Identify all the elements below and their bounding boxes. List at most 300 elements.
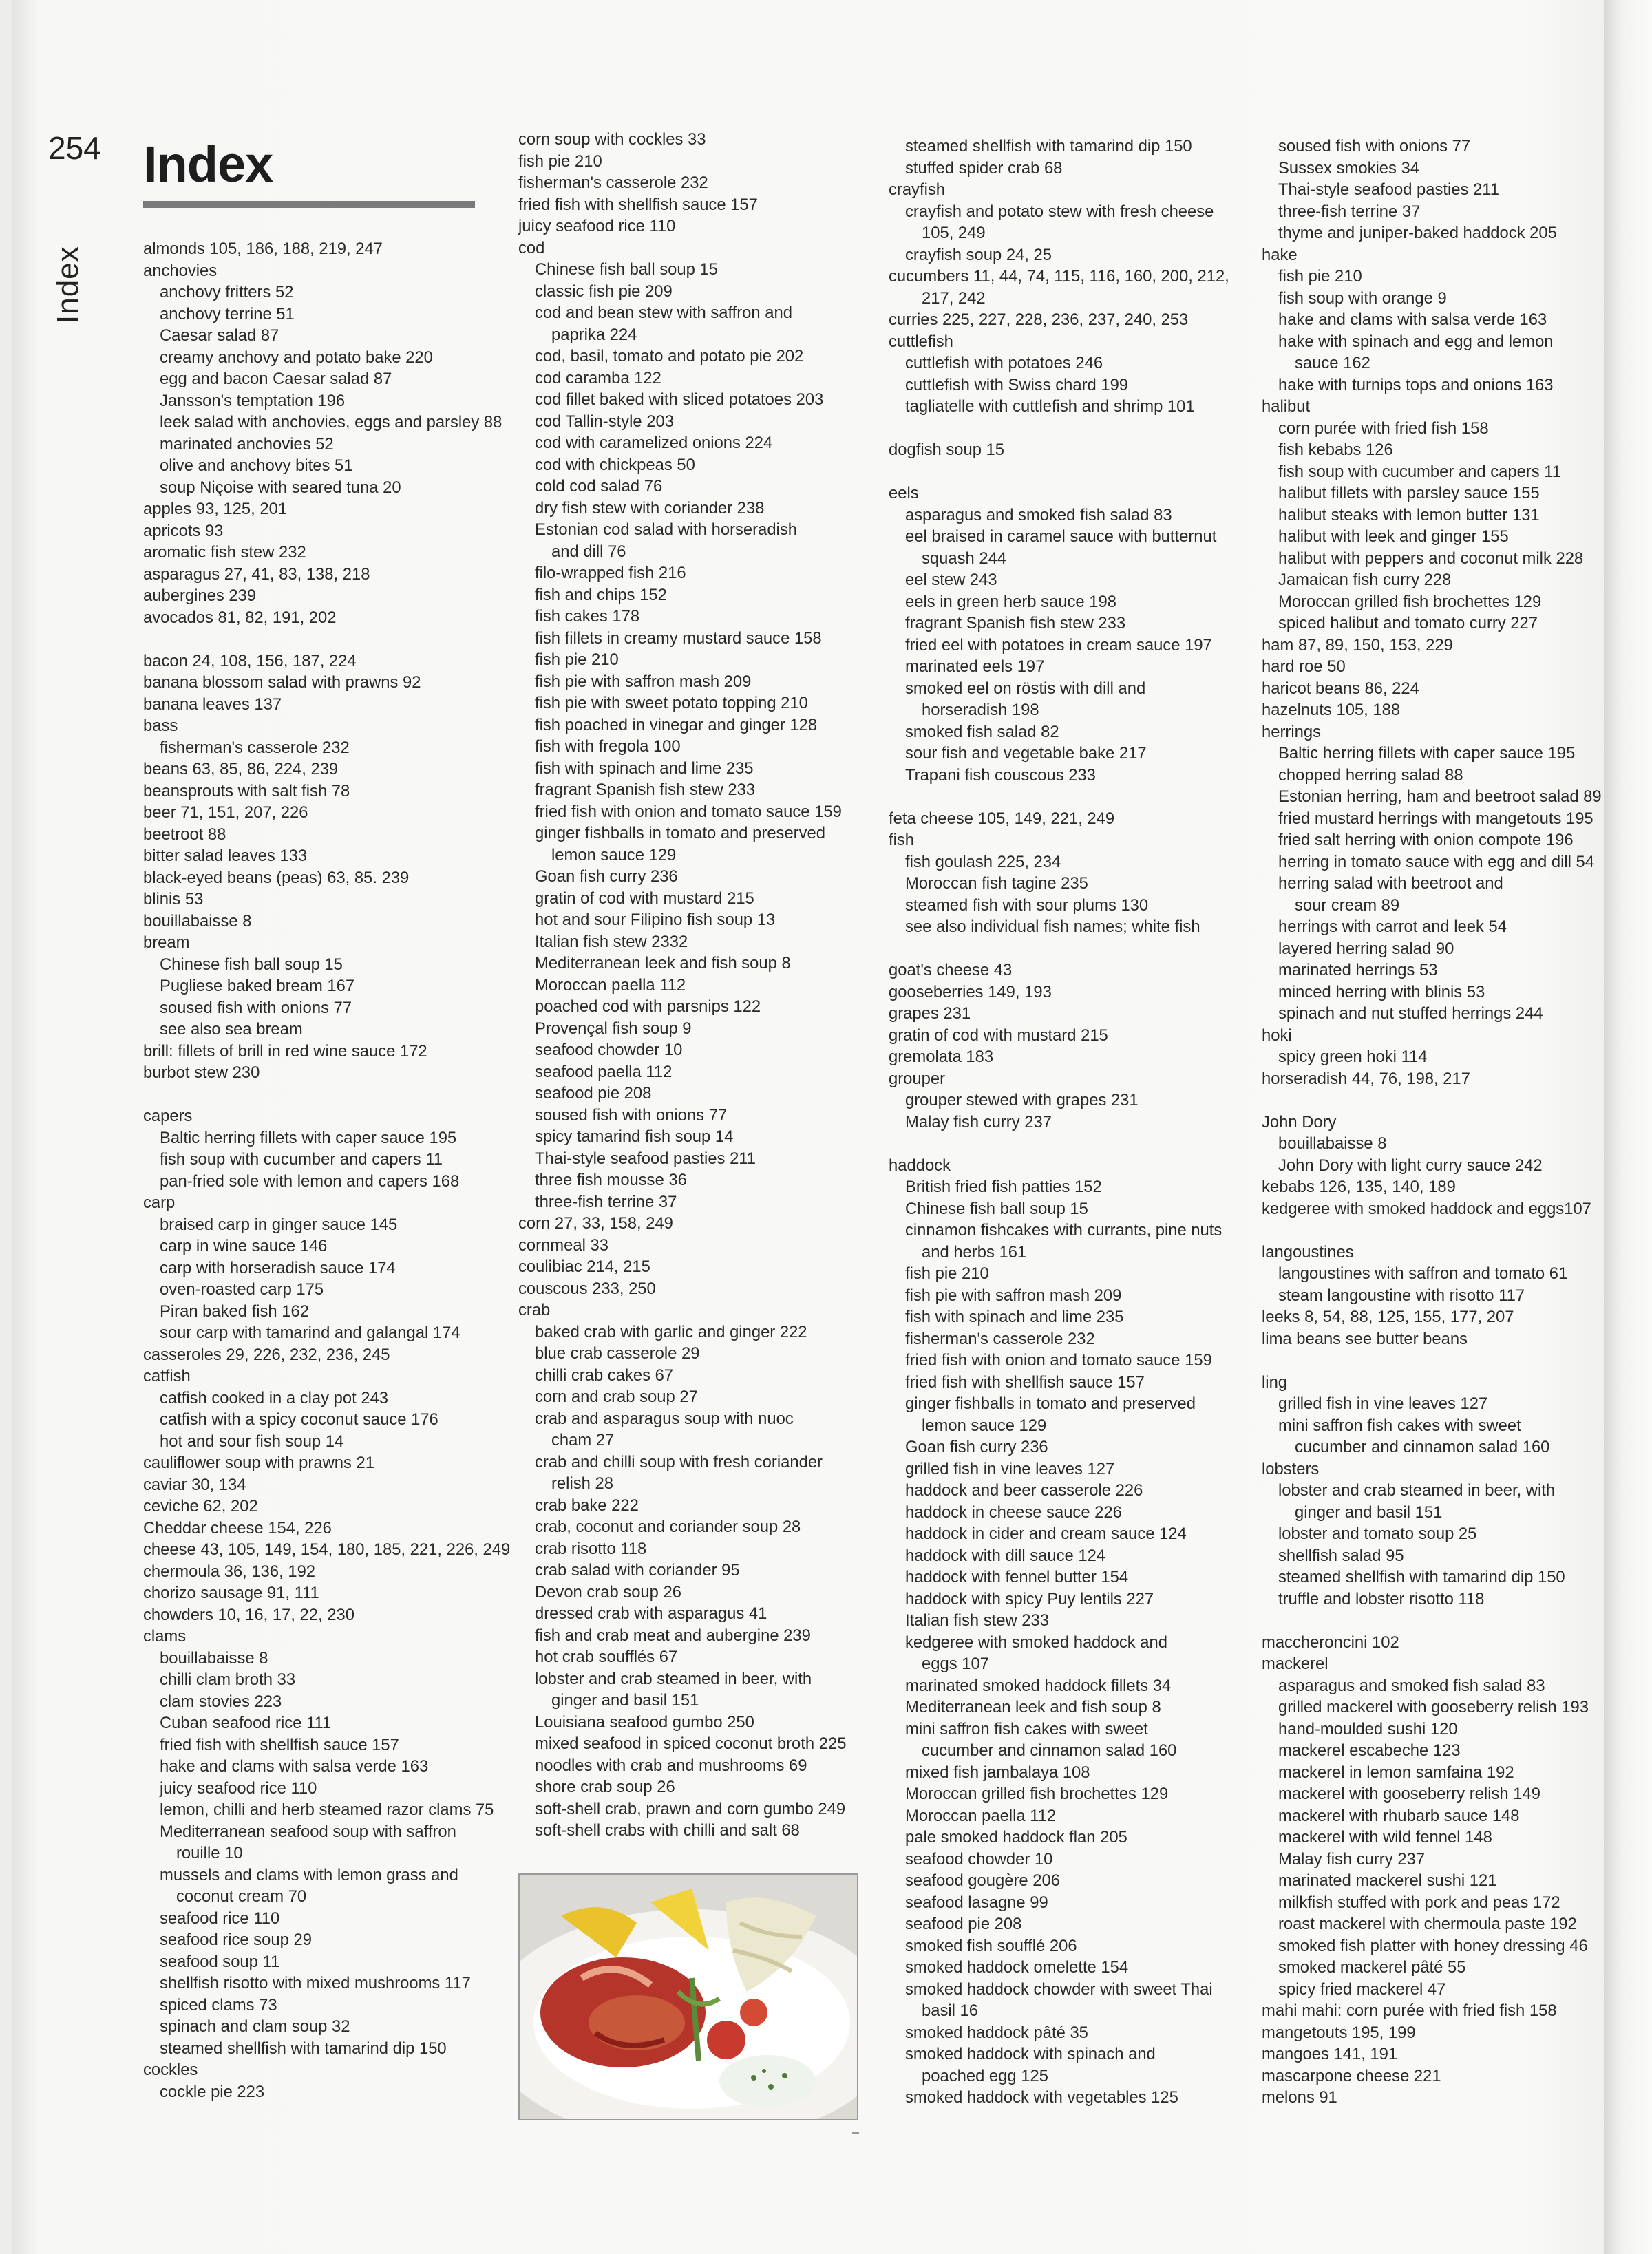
index-subentry: Trapani fish couscous 233 (905, 765, 1096, 785)
index-subentry: fish cakes 178 (535, 607, 640, 626)
index-subentry: sour cream 89 (1295, 895, 1400, 915)
index-subentry: soft-shell crabs with chilli and salt 68 (535, 1821, 800, 1840)
index-entry: cornmeal 33 (518, 1235, 608, 1255)
index-subentry: haddock in cheese sauce 226 (905, 1502, 1122, 1522)
index-subentry: crayfish soup 24, 25 (905, 245, 1052, 264)
index-subentry: and dill 76 (551, 542, 626, 561)
index-subentry: Chinese fish ball soup 15 (905, 1199, 1088, 1218)
index-entry: capers (143, 1107, 193, 1125)
index-subentry: asparagus and smoked fish salad 83 (905, 505, 1172, 524)
index-entry: bass (143, 716, 178, 735)
index-subentry: sour fish and vegetable bake 217 (905, 744, 1147, 763)
index-subentry: catfish with a spicy coconut sauce 176 (160, 1410, 438, 1429)
index-subentry: mixed seafood in spiced coconut broth 225 (535, 1734, 847, 1753)
index-entry: ceviche 62, 202 (143, 1497, 258, 1516)
index-subentry: pale smoked haddock flan 205 (905, 1828, 1127, 1847)
index-entry: crayfish (889, 180, 945, 199)
index-subentry: chilli crab cakes 67 (535, 1365, 674, 1385)
index-subentry: cuttlefish with potatoes 246 (905, 354, 1103, 372)
index-entry: mahi mahi: corn purée with fried fish 158 (1262, 2001, 1557, 2020)
index-subentry: horseradish 198 (922, 701, 1039, 719)
index-subentry: mussels and clams with lemon grass and (160, 1865, 458, 1884)
running-head-label: Index (51, 246, 85, 323)
index-subentry: soused fish with onions 77 (160, 998, 352, 1017)
index-subentry: soused fish with onions 77 (1278, 137, 1471, 156)
index-entry: bitter salad leaves 133 (143, 847, 308, 865)
index-entry: dogfish soup 15 (889, 440, 1005, 459)
index-subentry: fried fish with onion and tomato sauce 159 (905, 1351, 1212, 1370)
index-entry: Cheddar cheese 154, 226 (143, 1518, 332, 1538)
index-subentry: crab and asparagus soup with nuoc (535, 1409, 794, 1428)
index-subentry: cod with chickpeas 50 (535, 455, 695, 474)
index-subentry: and herbs 161 (922, 1242, 1027, 1262)
index-entry: brill: fillets of brill in red wine sauce 172 (143, 1041, 427, 1061)
index-entry: mangoes 141, 191 (1262, 2045, 1398, 2063)
index-subentry: seafood soup 11 (160, 1952, 280, 1971)
index-subentry: 105, 249 (922, 224, 986, 242)
index-entry-continued: fisherman's casserole 232 (518, 173, 708, 192)
index-subentry: herring in tomato sauce with egg and dill 54 (1278, 852, 1595, 871)
index-subentry: smoked mackerel pâté 55 (1278, 1958, 1466, 1977)
index-entry: bacon 24, 108, 156, 187, 224 (143, 651, 357, 670)
index-subentry: haddock with spicy Puy lentils 227 (905, 1589, 1154, 1608)
index-subentry: asparagus and smoked fish salad 83 (1278, 1676, 1545, 1695)
index-subentry: haddock and beer casserole 226 (905, 1481, 1143, 1500)
index-subentry: Malay fish curry 237 (905, 1112, 1052, 1131)
index-entry: blinis 53 (143, 890, 204, 908)
index-subentry: hake and clams with salsa verde 163 (1278, 310, 1547, 329)
index-entry: John Dory (1262, 1112, 1337, 1131)
index-subentry: milkfish stuffed with pork and peas 172 (1278, 1893, 1560, 1912)
index-subentry: pan-fried sole with lemon and capers 168 (160, 1171, 460, 1191)
index-subentry: seafood rice 110 (160, 1909, 280, 1928)
index-entry: lobsters (1262, 1459, 1320, 1478)
index-subentry: Moroccan paella 112 (535, 975, 686, 995)
index-subentry: rouille 10 (176, 1844, 243, 1862)
index-subentry: coconut cream 70 (176, 1887, 307, 1906)
index-subentry: smoked haddock pâté 35 (905, 2023, 1088, 2042)
index-subentry: sauce 162 (1295, 354, 1370, 372)
index-subentry: fragrant Spanish fish stew 233 (535, 780, 756, 799)
index-entry: cod (518, 238, 545, 257)
index-entry: cucumbers 11, 44, 74, 115, 116, 160, 200, 212, (889, 267, 1229, 286)
index-subentry: cod caramba 122 (535, 368, 661, 387)
index-subentry: chopped herring salad 88 (1278, 765, 1463, 785)
index-subentry: grilled fish in vine leaves 127 (1278, 1394, 1488, 1413)
index-entry: beer 71, 151, 207, 226 (143, 803, 308, 822)
index-subentry: cuttlefish with Swiss chard 199 (905, 375, 1129, 394)
index-subentry: smoked eel on röstis with dill and (905, 679, 1146, 698)
index-entry: banana leaves 137 (143, 694, 282, 714)
index-subentry: spiced halibut and tomato curry 227 (1278, 614, 1538, 632)
index-entry: casseroles 29, 226, 232, 236, 245 (143, 1345, 390, 1364)
index-entry: beansprouts with salt fish 78 (143, 781, 350, 800)
index-subentry: marinated herrings 53 (1278, 961, 1438, 979)
index-subentry: steamed fish with sour plums 130 (905, 895, 1149, 915)
index-subentry: Thai-style seafood pasties 211 (1278, 180, 1500, 199)
index-subentry: olive and anchovy bites 51 (160, 456, 353, 475)
index-subentry: Jamaican fish curry 228 (1278, 571, 1452, 589)
index-subentry: spicy green hoki 114 (1278, 1048, 1428, 1066)
index-entry: horseradish 44, 76, 198, 217 (1262, 1069, 1470, 1088)
page-title: Index (143, 136, 273, 193)
index-subentry: poached egg 125 (922, 2066, 1048, 2085)
index-subentry: fish goulash 225, 234 (905, 852, 1061, 871)
index-subentry: smoked fish platter with honey dressing 46 (1278, 1936, 1588, 1955)
index-subentry: three-fish terrine 37 (1278, 202, 1421, 221)
index-subentry: grilled fish in vine leaves 127 (905, 1459, 1115, 1478)
plated-fish-dish-image (520, 1875, 857, 2119)
index-entry: avocados 81, 82, 191, 202 (143, 608, 337, 627)
index-entry: haddock (889, 1156, 951, 1175)
index-subentry: Estonian herring, ham and beetroot salad 89 (1278, 787, 1602, 806)
index-entry: hard roe 50 (1262, 657, 1346, 676)
index-subentry: mackerel with rhubarb sauce 148 (1278, 1806, 1520, 1825)
index-subentry: halibut with peppers and coconut milk 228 (1278, 549, 1584, 568)
index-subentry: cham 27 (551, 1431, 615, 1449)
index-column-3 (889, 136, 1233, 2109)
index-entry: asparagus 27, 41, 83, 138, 218 (143, 564, 370, 584)
index-subentry: eel braised in caramel sauce with butternut (905, 527, 1217, 546)
food-photo (518, 1873, 858, 2120)
index-entry: gremolata 183 (889, 1048, 994, 1066)
index-subentry: chilli clam broth 33 (160, 1670, 296, 1689)
index-subentry: Moroccan grilled fish brochettes 129 (1278, 592, 1542, 611)
index-subentry: seafood pie 208 (905, 1915, 1022, 1933)
index-subentry: fragrant Spanish fish stew 233 (905, 614, 1126, 632)
index-subentry: Moroccan paella 112 (905, 1806, 1057, 1825)
index-subentry: relish 28 (551, 1474, 613, 1493)
index-subentry: steam langoustine with risotto 117 (1278, 1286, 1525, 1305)
index-subentry: cinnamon fishcakes with currants, pine nuts (905, 1221, 1222, 1240)
index-entry: cuttlefish (889, 332, 953, 351)
index-subentry: ginger fishballs in tomato and preserved (905, 1394, 1196, 1413)
index-subentry: fried fish with onion and tomato sauce 159 (535, 802, 842, 821)
index-subentry: lemon sauce 129 (922, 1416, 1047, 1435)
index-subentry: seafood pie 208 (535, 1084, 652, 1103)
index-subentry: Sussex smokies 34 (1278, 158, 1420, 178)
index-subentry: tagliatelle with cuttlefish and shrimp 101 (905, 397, 1195, 416)
index-subentry: bouillabaisse 8 (160, 1648, 268, 1668)
index-subentry: egg and bacon Caesar salad 87 (160, 370, 392, 388)
index-subentry: cod fillet baked with sliced potatoes 203 (535, 390, 824, 409)
index-subentry: cockle pie 223 (160, 2082, 265, 2101)
index-subentry: ginger fishballs in tomato and preserved (535, 824, 825, 842)
index-subentry: Moroccan grilled fish brochettes 129 (905, 1785, 1169, 1803)
index-entry: kedgeree with smoked haddock and eggs107 (1262, 1199, 1591, 1218)
index-entry: cheese 43, 105, 149, 154, 180, 185, 221, 226, 249 (143, 1540, 511, 1559)
index-subentry: soused fish with onions 77 (535, 1105, 728, 1125)
index-subentry: carp in wine sauce 146 (160, 1237, 328, 1255)
index-subentry: smoked haddock with vegetables 125 (905, 2088, 1178, 2107)
index-subentry: haddock with fennel butter 154 (905, 1568, 1129, 1586)
index-subentry: fried eel with potatoes in cream sauce 197 (905, 635, 1212, 655)
index-subentry: classic fish pie 209 (535, 281, 673, 301)
index-entry: bream (143, 933, 190, 952)
index-entry: langoustines (1262, 1242, 1354, 1262)
index-entry: catfish (143, 1367, 191, 1385)
index-spacer (1262, 1610, 1606, 1632)
index-subentry: eel stew 243 (905, 571, 997, 589)
index-entry: gratin of cod with mustard 215 (889, 1025, 1108, 1045)
index-subentry: fish soup with cucumber and capers 11 (1278, 462, 1561, 481)
index-subentry: lemon, chilli and herb steamed razor clams 75 (160, 1800, 494, 1819)
index-subentry: Chinese fish ball soup 15 (535, 260, 718, 279)
index-subentry: marinated mackerel sushi 121 (1278, 1871, 1497, 1890)
index-subentry: cucumber and cinnamon salad 160 (922, 1741, 1177, 1760)
index-subentry: layered herring salad 90 (1278, 939, 1454, 958)
index-subentry: Italian fish stew 2332 (535, 932, 688, 951)
index-subentry: fish pie with saffron mash 209 (905, 1286, 1122, 1305)
index-column-4 (1262, 136, 1606, 2109)
index-subentry: three fish mousse 36 (535, 1171, 687, 1189)
index-subentry: anchovy fritters 52 (160, 283, 294, 301)
index-subentry: Malay fish curry 237 (1278, 1849, 1425, 1869)
index-subentry: see also individual fish names; white fish (905, 917, 1200, 936)
index-spacer (889, 1133, 1233, 1155)
index-subentry: shellfish risotto with mixed mushrooms 117 (160, 1974, 471, 1992)
index-subentry: Baltic herring fillets with caper sauce 195 (160, 1128, 457, 1147)
index-subentry: anchovy terrine 51 (160, 304, 295, 323)
index-entry: aromatic fish stew 232 (143, 543, 306, 562)
index-subentry: fish pie 210 (905, 1264, 989, 1283)
index-subentry: crab, coconut and coriander soup 28 (535, 1518, 801, 1536)
index-column-2 (518, 129, 862, 1842)
index-subentry: soft-shell crab, prawn and corn gumbo 249 (535, 1799, 846, 1818)
index-subentry: seafood gougère 206 (905, 1871, 1060, 1890)
index-entry: apples 93, 125, 201 (143, 500, 288, 518)
index-subentry: spicy fried mackerel 47 (1278, 1979, 1446, 1999)
index-subentry: braised carp in ginger sauce 145 (160, 1215, 398, 1234)
index-subentry: squash 244 (922, 549, 1007, 568)
index-subentry: mixed fish jambalaya 108 (905, 1763, 1090, 1782)
index-entry: banana blossom salad with prawns 92 (143, 673, 421, 692)
index-subentry: kedgeree with smoked haddock and (905, 1633, 1167, 1652)
index-subentry: mini saffron fish cakes with sweet (1278, 1416, 1521, 1435)
index-subentry: hake with turnips tops and onions 163 (1278, 375, 1554, 394)
index-subentry: Caesar salad 87 (160, 326, 279, 345)
index-entry: couscous 233, 250 (518, 1279, 656, 1298)
index-entry: goat's cheese 43 (889, 961, 1013, 979)
index-spacer (1262, 1220, 1606, 1242)
index-entry: halibut (1262, 397, 1311, 416)
title-rule (143, 201, 475, 208)
index-subentry: fish and crab meat and aubergine 239 (535, 1626, 811, 1645)
index-entry: chermoula 36, 136, 192 (143, 1562, 316, 1581)
index-subentry: poached cod with parsnips 122 (535, 997, 761, 1016)
index-subentry: fried fish with shellfish sauce 157 (160, 1735, 399, 1754)
index-subentry: mackerel escabeche 123 (1278, 1741, 1461, 1760)
index-entry: eels (889, 484, 919, 502)
index-subentry: grouper stewed with grapes 231 (905, 1091, 1139, 1109)
index-subentry: hot and sour Filipino fish soup 13 (535, 911, 776, 929)
index-entry: cauliflower soup with prawns 21 (143, 1454, 374, 1472)
index-spacer (143, 628, 487, 650)
index-subentry: see also sea bream (160, 1020, 303, 1039)
index-subentry: fish soup with orange 9 (1278, 288, 1447, 308)
index-subentry: Mediterranean leek and fish soup 8 (535, 954, 791, 972)
index-subentry: 217, 242 (922, 288, 986, 308)
index-subentry: oven-roasted carp 175 (160, 1280, 324, 1299)
index-subentry: thyme and juniper-baked haddock 205 (1278, 224, 1557, 242)
index-entry: carp (143, 1193, 176, 1212)
index-subentry: dry fish stew with coriander 238 (535, 498, 765, 518)
index-entry: clams (143, 1627, 187, 1646)
index-spacer (889, 418, 1233, 440)
index-subentry: fish soup with cucumber and capers 11 (160, 1150, 443, 1169)
index-entry: anchovies (143, 261, 218, 280)
index-subentry: fish fillets in creamy mustard sauce 158 (535, 628, 822, 648)
index-subentry: Provençal fish soup 9 (535, 1019, 692, 1038)
index-subentry: Piran baked fish 162 (160, 1301, 309, 1321)
index-subentry: John Dory with light curry sauce 242 (1278, 1156, 1543, 1175)
index-subentry: paprika 224 (551, 325, 637, 344)
book-page (12, 0, 1623, 2254)
index-spacer (1262, 1350, 1606, 1372)
index-spacer (889, 786, 1233, 808)
index-subentry: fried salt herring with onion compote 196 (1278, 831, 1574, 849)
index-subentry: fish with spinach and lime 235 (905, 1308, 1124, 1326)
index-subentry: halibut fillets with parsley sauce 155 (1278, 484, 1540, 502)
index-subentry: steamed shellfish with tamarind dip 150 (160, 2039, 447, 2058)
index-entry: chowders 10, 16, 17, 22, 230 (143, 1605, 354, 1624)
index-subentry: cod Tallin-style 203 (535, 412, 674, 431)
running-head (45, 206, 87, 337)
index-subentry: soup Niçoise with seared tuna 20 (160, 478, 401, 497)
index-entry: fish (889, 831, 915, 849)
index-entry: ham 87, 89, 150, 153, 229 (1262, 635, 1453, 655)
index-subentry: fisherman's casserole 232 (905, 1329, 1095, 1348)
index-entry: melons 91 (1262, 2088, 1337, 2107)
index-entry: beans 63, 85, 86, 224, 239 (143, 760, 339, 778)
index-subentry: ginger and basil 151 (551, 1691, 699, 1710)
index-entry: beetroot 88 (143, 825, 226, 844)
index-entry: leeks 8, 54, 88, 125, 155, 177, 207 (1262, 1308, 1514, 1326)
index-subentry: herring salad with beetroot and (1278, 874, 1503, 893)
index-subentry: seafood rice soup 29 (160, 1931, 312, 1949)
crop-mark (852, 2132, 859, 2134)
index-entry: lima beans see butter beans (1262, 1329, 1468, 1348)
index-subentry: langoustines with saffron and tomato 61 (1278, 1264, 1568, 1283)
index-entry-continued: juicy seafood rice 110 (518, 217, 676, 235)
index-subentry: Estonian cod salad with horseradish (535, 520, 797, 539)
index-subentry: seafood lasagne 99 (905, 1893, 1048, 1912)
index-column-1 (143, 238, 511, 2103)
index-subentry: fish pie with saffron mash 209 (535, 672, 752, 691)
index-subentry: gratin of cod with mustard 215 (535, 889, 754, 908)
index-entry: mangetouts 195, 199 (1262, 2023, 1416, 2042)
index-subentry: blue crab casserole 29 (535, 1344, 700, 1363)
index-entry: grouper (889, 1069, 946, 1088)
index-subentry: Goan fish curry 236 (905, 1438, 1048, 1456)
index-subentry: seafood chowder 10 (905, 1849, 1053, 1869)
index-subentry: Baltic herring fillets with caper sauce 195 (1278, 744, 1576, 763)
index-subentry: corn purée with fried fish 158 (1278, 418, 1489, 438)
index-subentry: cucumber and cinnamon salad 160 (1295, 1438, 1550, 1456)
index-subentry: mackerel in lemon samfaina 192 (1278, 1763, 1514, 1782)
index-subentry: halibut with leek and ginger 155 (1278, 527, 1509, 546)
index-subentry: leek salad with anchovies, eggs and parsley 88 (160, 413, 502, 432)
index-subentry: cod and bean stew with saffron and (535, 304, 792, 322)
index-subentry: spiced clams 73 (160, 1995, 277, 2014)
index-entry: grapes 231 (889, 1004, 971, 1023)
index-subentry: dressed crab with asparagus 41 (535, 1604, 767, 1623)
index-entry: corn 27, 33, 158, 249 (518, 1214, 673, 1233)
index-subentry: ginger and basil 151 (1295, 1502, 1443, 1522)
index-subentry: mackerel with gooseberry relish 149 (1278, 1785, 1540, 1803)
index-entry: curries 225, 227, 228, 236, 237, 240, 253 (889, 310, 1189, 329)
index-entry-continued: fried fish with shellfish sauce 157 (518, 195, 758, 214)
index-entry: burbot stew 230 (143, 1063, 260, 1082)
index-subentry: Chinese fish ball soup 15 (160, 955, 343, 974)
index-subentry: fish pie 210 (1278, 267, 1362, 286)
index-subentry: corn and crab soup 27 (535, 1388, 698, 1406)
index-subentry: crayfish and potato stew with fresh cheese (905, 202, 1214, 221)
index-subentry: creamy anchovy and potato bake 220 (160, 348, 433, 367)
index-subentry: steamed shellfish with tamarind dip 150 (905, 137, 1192, 156)
index-entry: ling (1262, 1372, 1288, 1392)
index-subentry: lobster and crab steamed in beer, with (1278, 1481, 1556, 1500)
index-subentry: crab salad with coriander 95 (535, 1561, 740, 1580)
index-subentry: Jansson's temptation 196 (160, 391, 346, 410)
index-subentry: haddock with dill sauce 124 (905, 1546, 1106, 1565)
index-subentry: marinated smoked haddock fillets 34 (905, 1676, 1172, 1695)
index-subentry: cod with caramelized onions 224 (535, 434, 773, 452)
index-entry-continued: corn soup with cockles 33 (518, 130, 706, 149)
index-subentry: Cuban seafood rice 111 (160, 1714, 332, 1732)
index-subentry: hot and sour fish soup 14 (160, 1432, 344, 1451)
index-subentry: spinach and clam soup 32 (160, 2017, 350, 2036)
index-subentry: seafood chowder 10 (535, 1041, 683, 1059)
index-subentry: fish pie with sweet potato topping 210 (535, 694, 808, 712)
index-subentry: mini saffron fish cakes with sweet (905, 1719, 1148, 1739)
index-subentry: fried fish with shellfish sauce 157 (905, 1372, 1145, 1392)
index-subentry: Moroccan fish tagine 235 (905, 874, 1088, 893)
index-entry: aubergines 239 (143, 586, 257, 605)
index-subentry: crab and chilli soup with fresh coriander (535, 1452, 823, 1471)
index-entry: mackerel (1262, 1655, 1328, 1673)
index-entry: caviar 30, 134 (143, 1475, 246, 1494)
index-entry: mascarpone cheese 221 (1262, 2066, 1441, 2085)
index-subentry: smoked haddock omelette 154 (905, 1958, 1129, 1977)
index-subentry: Pugliese baked bream 167 (160, 977, 355, 995)
index-entry: hazelnuts 105, 188 (1262, 701, 1401, 719)
index-subentry: Mediterranean leek and fish soup 8 (905, 1698, 1161, 1716)
index-subentry: minced herring with blinis 53 (1278, 982, 1485, 1001)
index-spacer (1262, 1089, 1606, 1112)
index-entry: herrings (1262, 722, 1321, 741)
index-entry: maccheroncini 102 (1262, 1633, 1399, 1652)
index-entry: black-eyed beans (peas) 63, 85. 239 (143, 868, 410, 887)
index-subentry: cold cod salad 76 (535, 477, 663, 496)
index-subentry: fish poached in vinegar and ginger 128 (535, 715, 818, 734)
index-subentry: hot crab soufflés 67 (535, 1648, 678, 1666)
index-spacer (143, 1084, 487, 1106)
index-entry-continued: fish pie 210 (518, 151, 602, 171)
index-subentry: Mediterranean seafood soup with saffron (160, 1822, 456, 1841)
index-subentry: cod, basil, tomato and potato pie 202 (535, 347, 804, 365)
index-entry: chorizo sausage 91, 111 (143, 1584, 319, 1602)
index-subentry: fried mustard herrings with mangetouts 195 (1278, 809, 1593, 828)
index-subentry: baked crab with garlic and ginger 222 (535, 1322, 807, 1341)
index-subentry: spicy tamarind fish soup 14 (535, 1127, 734, 1146)
index-subentry: three-fish terrine 37 (535, 1192, 677, 1211)
index-subentry: Goan fish curry 236 (535, 867, 678, 886)
index-entry: gooseberries 149, 193 (889, 982, 1052, 1001)
index-subentry: stuffed spider crab 68 (905, 158, 1063, 178)
index-subentry: Louisiana seafood gumbo 250 (535, 1712, 754, 1732)
index-entry: almonds 105, 186, 188, 219, 247 (143, 240, 383, 258)
